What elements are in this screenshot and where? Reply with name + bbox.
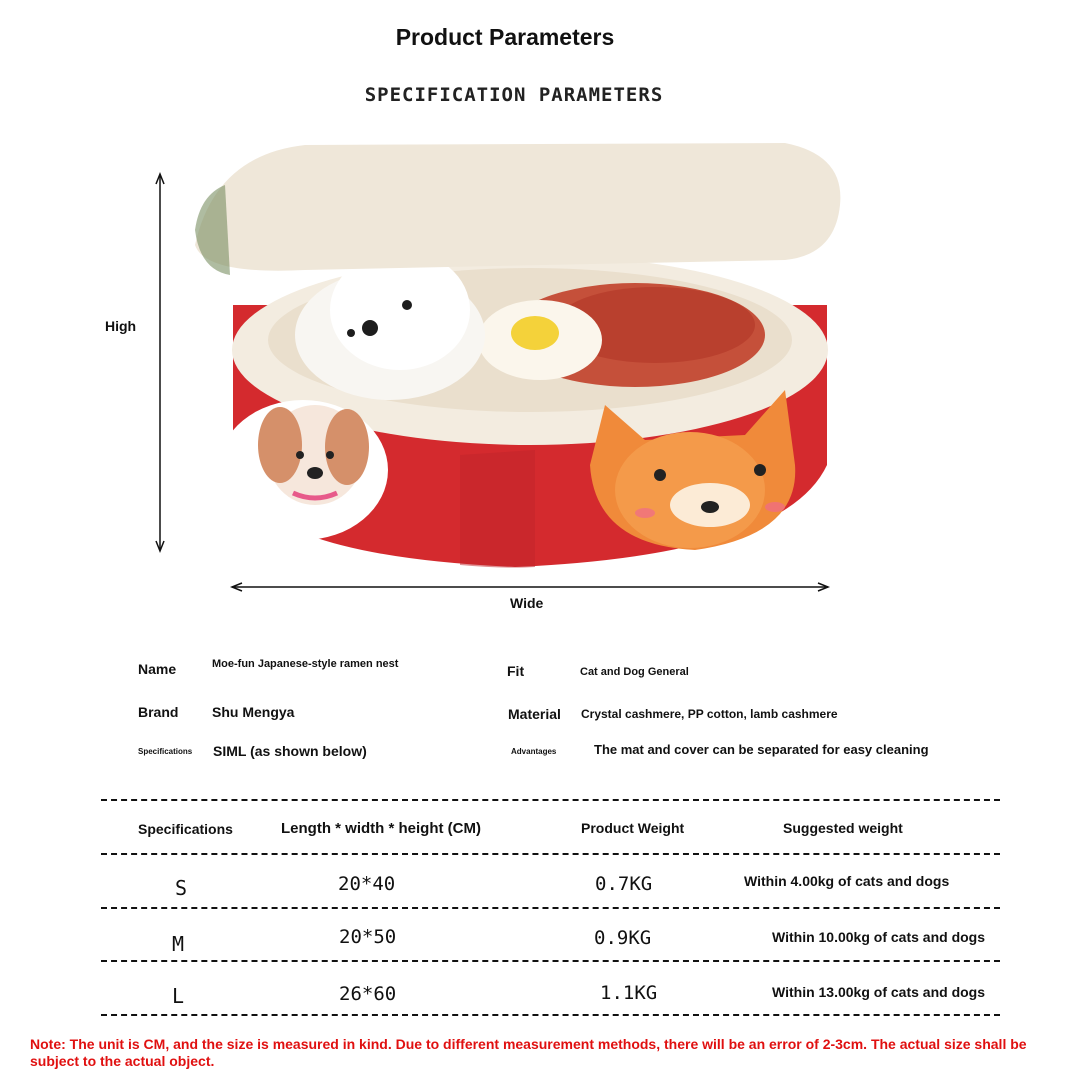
table-row-l-dimensions: 26*60 (339, 983, 397, 1005)
measurement-note: Note: The unit is CM, and the size is measured in kind. Due to different measurement methods, there will be an error of 2-3cm. The actual size shall be subject to the actual object. (30, 1036, 1027, 1069)
spec-specifications-label: Specifications (138, 747, 193, 756)
table-divider (101, 960, 1000, 962)
table-row-l-weight: 1.1KG (600, 982, 658, 1004)
page-title: Product Parameters (395, 24, 615, 50)
spec-brand-label: Brand (138, 704, 179, 720)
table-divider (101, 799, 1000, 801)
spec-brand-value: Shu Mengya (212, 704, 295, 720)
section-subtitle: SPECIFICATION PARAMETERS (364, 84, 664, 106)
table-divider (101, 907, 1000, 909)
spec-advantages-value: The mat and cover can be separated for easy cleaning (594, 742, 929, 757)
table-row-m-suggested: Within 10.00kg of cats and dogs (772, 929, 986, 945)
spec-fit-label: Fit (507, 663, 525, 679)
table-header-specifications: Specifications (138, 821, 233, 837)
table-header-dimensions: Length * width * height (CM) (281, 820, 481, 837)
table-row-s-weight: 0.7KG (595, 873, 653, 895)
height-label: High (105, 318, 137, 334)
width-label: Wide (510, 595, 544, 611)
table-row-s-suggested: Within 4.00kg of cats and dogs (744, 873, 950, 889)
spec-advantages-label: Advantages (511, 747, 557, 756)
spec-specifications-value: SIML (as shown below) (213, 743, 367, 759)
spec-name-value: Moe-fun Japanese-style ramen nest (212, 658, 399, 670)
spec-fit-value: Cat and Dog General (580, 666, 689, 678)
spec-name-label: Name (138, 661, 177, 677)
height-arrow-icon (150, 170, 170, 555)
table-row-l-size: L (172, 984, 185, 1008)
table-header-suggested-weight: Suggested weight (783, 820, 903, 836)
table-row-m-weight: 0.9KG (594, 927, 652, 949)
table-divider (101, 1014, 1000, 1016)
table-divider (101, 853, 1000, 855)
table-row-s-dimensions: 20*40 (338, 873, 396, 895)
table-row-s-size: S (175, 876, 188, 900)
spec-material-value: Crystal cashmere, PP cotton, lamb cashmere (581, 707, 838, 721)
product-image (185, 135, 845, 580)
table-row-m-size: M (172, 932, 185, 956)
table-row-m-dimensions: 20*50 (339, 926, 397, 948)
spec-material-label: Material (508, 706, 561, 722)
table-row-l-suggested: Within 13.00kg of cats and dogs (772, 984, 986, 1000)
width-arrow-icon (228, 578, 834, 596)
table-header-product-weight: Product Weight (581, 820, 685, 836)
